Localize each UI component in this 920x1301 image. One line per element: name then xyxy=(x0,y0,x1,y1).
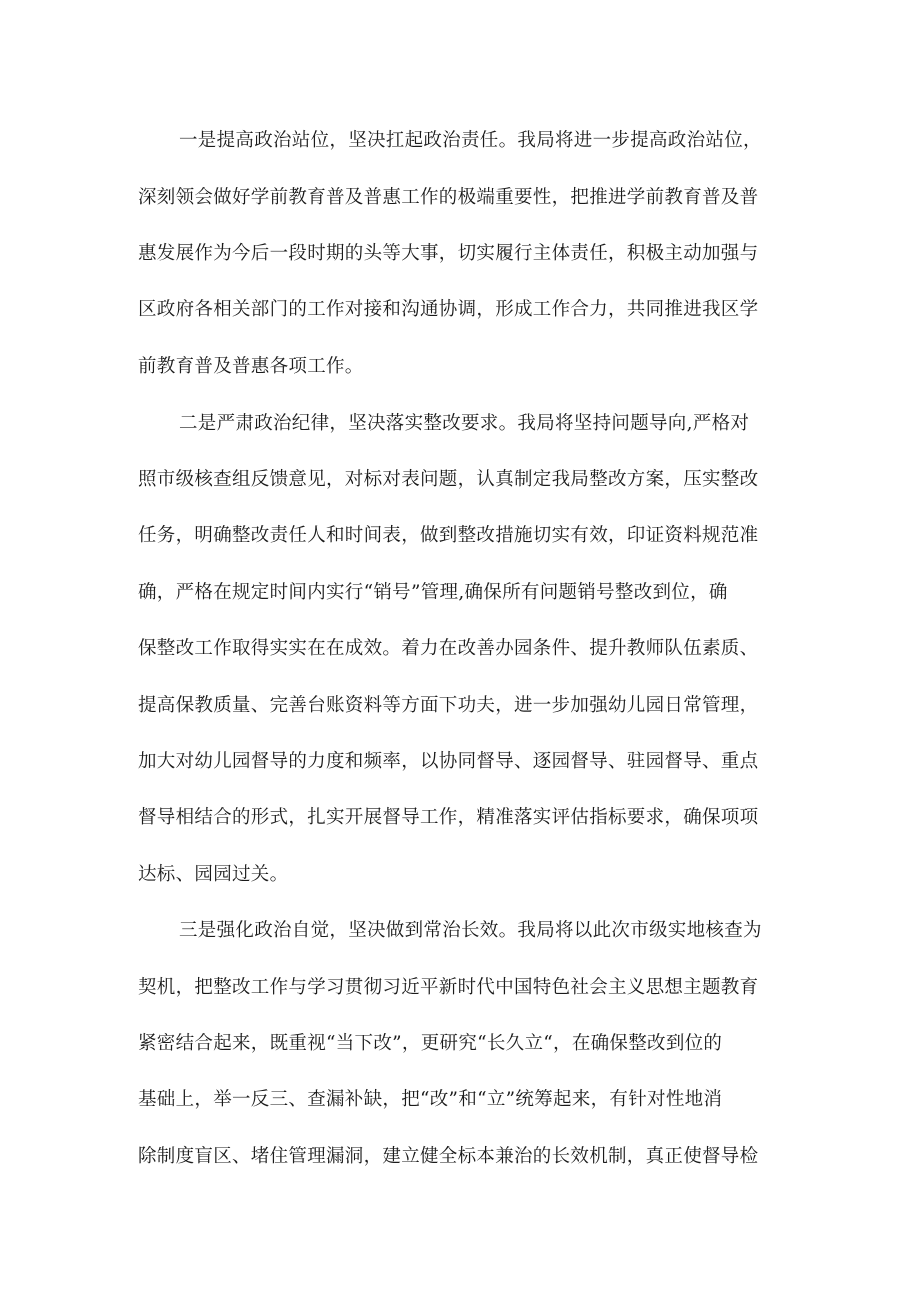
paragraph-2-line-1: 二是严肃政治纪律，坚决落实整改要求。我局将坚持问题导向,严格对 xyxy=(179,413,750,434)
paragraph-3-line-4: 基础上，举一反三、查漏补缺，把“改”和“立”统筹起来，有针对性地消 xyxy=(138,1089,723,1110)
paragraph-2-line-4: 确，严格在规定时间内实行“销号”管理,确保所有问题销号整改到位，确 xyxy=(138,582,728,603)
paragraph-3-line-1: 三是强化政治自觉，坚决做到常治长效。我局将以此次市级实地核查为 xyxy=(179,920,762,941)
paragraph-3-line-5: 除制度盲区、堵住管理漏洞，建立健全标本兼治的长效机制，真正使督导检 xyxy=(138,1146,759,1167)
paragraph-3-line-2: 契机，把整改工作与学习贯彻习近平新时代中国特色社会主义思想主题教育 xyxy=(138,977,759,998)
paragraph-1-line-1: 一是提高政治站位，坚决扛起政治责任。我局将进一步提高政治站位， xyxy=(179,130,762,151)
paragraph-1-line-4: 区政府各相关部门的工作对接和沟通协调，形成工作合力，共同推进我区学 xyxy=(138,299,759,320)
paragraph-3-line-3: 紧密结合起来，既重视“当下改”，更研究“长久立“，在确保整改到位的 xyxy=(138,1033,723,1054)
paragraph-2-line-3: 任务，明确整改责任人和时间表，做到整改措施切实有效，印证资料规范准 xyxy=(138,525,759,546)
paragraph-2-line-7: 加大对幼儿园督导的力度和频率，以协同督导、逐园督导、驻园督导、重点 xyxy=(138,751,759,772)
paragraph-2-line-6: 提高保教质量、完善台账资料等方面下功夫，进一步加强幼儿园日常管理， xyxy=(138,695,759,716)
paragraph-2-line-5: 保整改工作取得实实在在成效。着力在改善办园条件、提升教师队伍素质、 xyxy=(138,638,759,659)
paragraph-1-line-2: 深刻领会做好学前教育普及普惠工作的极端重要性，把推进学前教育普及普 xyxy=(138,187,759,208)
paragraph-2-line-2: 照市级核查组反馈意见，对标对表问题，认真制定我局整改方案，压实整改 xyxy=(138,469,759,490)
paragraph-2-line-9: 达标、园园过关。 xyxy=(138,864,289,885)
paragraph-1-line-3: 惠发展作为今后一段时期的头等大事，切实履行主体责任，积极主动加强与 xyxy=(138,243,759,264)
paragraph-1-line-5: 前教育普及普惠各项工作。 xyxy=(138,356,364,377)
paragraph-2-line-8: 督导相结合的形式，扎实开展督导工作，精准落实评估指标要求，确保项项 xyxy=(138,807,759,828)
